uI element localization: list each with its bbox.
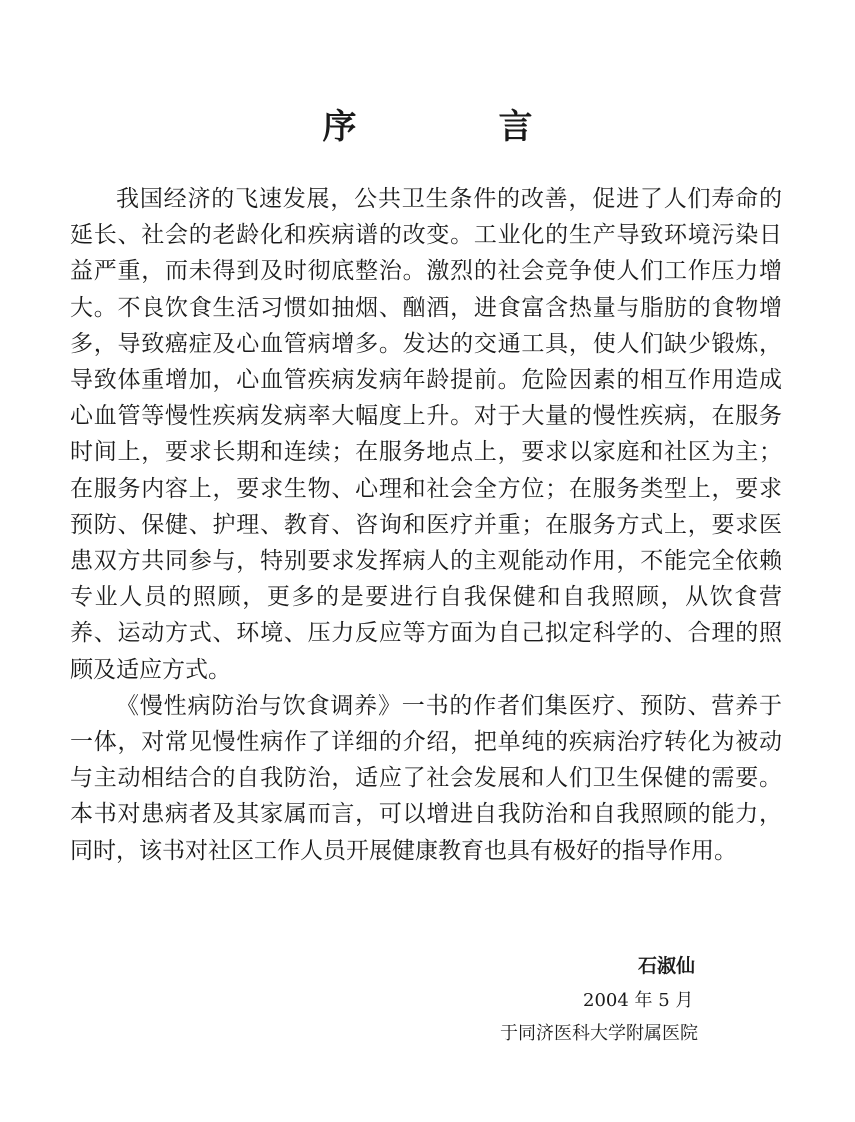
signature-date: 2004 年 5 月 xyxy=(583,990,694,1011)
signature-place: 于同济医科大学附属医院 xyxy=(500,1023,698,1044)
page-title: 序 言 xyxy=(322,107,587,147)
author-name: 石淑仙 xyxy=(637,955,695,977)
paragraph-1: 我国经济的飞速发展，公共卫生条件的改善，促进了人们寿命的延长、社会的老龄化和疾病谱的改变。工业化的生产导致环境污染日益严重，而未得到及时彻底整治。激烈的社会竞争使人们工作压力增大。不良饮食生活习惯如抽烟、酗酒，进食富含热量与脂肪的食物增多，导致癌症及心血管病增多。发达的交通工具，使人们缺少锻炼，导致体重增加，心血管疾病发病年龄提前。危险因素的相互作用造成心血管等慢性疾病发病率大幅度上升。对于大量的慢性疾病，在服务时间上，要求长期和连续；在服务地点上，要求以家庭和社区为主；在服务内容上，要求生物、心理和社会全方位；在服务类型上，要求预防、保健、护理、教育、咨询和医疗并重；在服务方式上，要求医患双方共同参与，特别要求发挥病人的主观能动作用，不能完全依赖专业人员的照顾，更多的是要进行自我保健和自我照顾，从饮食营养、运动方式、环境、压力反应等方面为自己拟定科学的、合理的照顾及适应方式。 xyxy=(70,186,782,683)
paragraph-2: 《慢性病防治与饮食调养》一书的作者们集医疗、预防、营养于一体，对常见慢性病作了详细的介绍，把单纯的疾病治疗转化为被动与主动相结合的自我防治，适应了社会发展和人们卫生保健的需要。本书对患病者及其家属而言，可以增进自我防治和自我照顾的能力，同时，该书对社区工作人员开展健康教育也具有极好的指导作用。 xyxy=(70,692,782,864)
preface-body xyxy=(70,181,782,869)
